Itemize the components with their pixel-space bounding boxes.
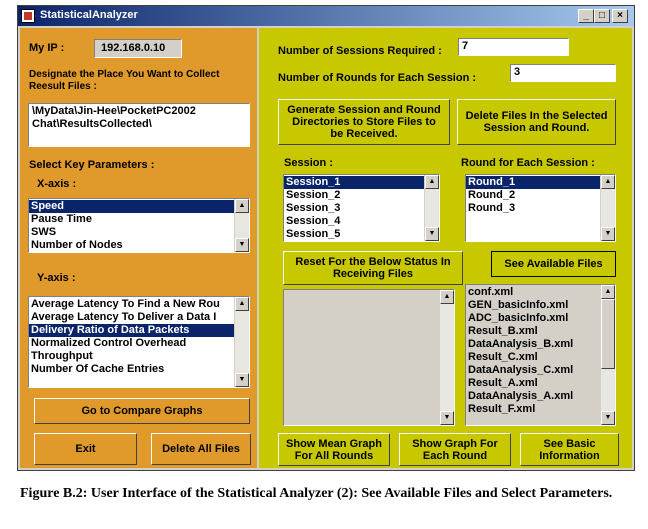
yaxis-list-item[interactable]: Average Latency To Find a New Rou xyxy=(31,298,220,310)
file-list-item[interactable]: DataAnalysis_A.xml xyxy=(468,390,574,402)
session-list-item[interactable]: Session_4 xyxy=(286,215,341,227)
left-panel xyxy=(20,28,257,468)
session-scrollbar[interactable] xyxy=(424,175,439,241)
scroll-up-arrow-icon[interactable]: ▲ xyxy=(440,290,454,304)
yaxis-scrollbar[interactable] xyxy=(234,297,249,387)
app-window xyxy=(17,5,635,471)
file-list-item[interactable]: Result_A.xml xyxy=(468,377,538,389)
close-button[interactable]: × xyxy=(612,9,628,23)
generate-directories-button[interactable]: Generate Session and Round Directories to Store Files to be Received. xyxy=(278,99,450,145)
scroll-up-arrow-icon[interactable]: ▲ xyxy=(601,175,615,189)
xaxis-list-item[interactable]: Number of Nodes xyxy=(31,239,123,251)
see-available-files-button[interactable]: See Available Files xyxy=(491,251,616,277)
see-basic-information-button[interactable]: See Basic Information xyxy=(520,433,619,466)
session-label: Session : xyxy=(284,157,333,169)
scroll-down-arrow-icon[interactable]: ▼ xyxy=(235,238,249,252)
yaxis-listbox[interactable] xyxy=(28,296,250,388)
scroll-up-arrow-icon[interactable]: ▲ xyxy=(235,199,249,213)
available-files-listbox[interactable] xyxy=(465,284,616,426)
file-list-item[interactable]: Result_C.xml xyxy=(468,351,538,363)
delete-selected-files-button[interactable]: Delete Files In the Selected Session and Round. xyxy=(457,99,616,145)
scroll-up-arrow-icon[interactable]: ▲ xyxy=(235,297,249,311)
maximize-button[interactable]: □ xyxy=(594,9,610,23)
yaxis-list-item[interactable]: Normalized Control Overhead xyxy=(31,337,187,349)
delete-all-files-button[interactable]: Delete All Files xyxy=(151,433,251,465)
scroll-down-arrow-icon[interactable]: ▼ xyxy=(601,411,615,425)
yaxis-list-item[interactable]: Average Latency To Deliver a Data I xyxy=(31,311,217,323)
file-list-item[interactable]: Result_F.xml xyxy=(468,403,536,415)
yaxis-list-item[interactable]: Delivery Ratio of Data Packets xyxy=(29,324,249,337)
xaxis-list-item[interactable]: SWS xyxy=(31,226,57,238)
rounds-count-label: Number of Rounds for Each Session : xyxy=(278,72,477,84)
files-scrollbar[interactable] xyxy=(600,285,615,425)
scroll-down-arrow-icon[interactable]: ▼ xyxy=(601,227,615,241)
files-scroll-thumb[interactable] xyxy=(601,299,615,369)
reset-status-button[interactable]: Reset For the Below Status In Receiving Files xyxy=(283,251,463,285)
exit-button[interactable]: Exit xyxy=(34,433,137,465)
receive-status-box[interactable] xyxy=(283,289,455,426)
scroll-up-arrow-icon[interactable]: ▲ xyxy=(601,285,615,299)
app-icon xyxy=(21,9,35,23)
session-list-item[interactable]: Session_3 xyxy=(286,202,341,214)
file-list-item[interactable]: GEN_basicInfo.xml xyxy=(468,299,569,311)
yaxis-label: Y-axis : xyxy=(37,272,76,284)
session-list-item[interactable]: Session_5 xyxy=(286,228,341,240)
xaxis-list-item[interactable]: Pause Time xyxy=(31,213,92,225)
round-list-item[interactable]: Round_1 xyxy=(466,176,615,189)
file-list-item[interactable]: ADC_basicInfo.xml xyxy=(468,312,569,324)
round-list-item[interactable]: Round_3 xyxy=(468,202,516,214)
compare-graphs-button[interactable]: Go to Compare Graphs xyxy=(34,398,250,424)
session-listbox[interactable] xyxy=(283,174,440,242)
scroll-down-arrow-icon[interactable]: ▼ xyxy=(425,227,439,241)
title-bar[interactable] xyxy=(18,6,634,26)
file-list-item[interactable]: Result_B.xml xyxy=(468,325,538,337)
file-list-item[interactable]: DataAnalysis_B.xml xyxy=(468,338,574,350)
scroll-down-arrow-icon[interactable]: ▼ xyxy=(440,411,454,425)
sessions-count-label: Number of Sessions Required : xyxy=(278,45,442,57)
figure-caption: Figure B.2: User Interface of the Statistical Analyzer (2): See Available Files and Select Parameters. xyxy=(20,486,613,501)
xaxis-scrollbar[interactable] xyxy=(234,199,249,252)
session-list-item[interactable]: Session_1 xyxy=(284,176,439,189)
file-list-item[interactable]: DataAnalysis_C.xml xyxy=(468,364,574,376)
xaxis-list-item[interactable]: Speed xyxy=(29,200,249,213)
round-listbox[interactable] xyxy=(465,174,616,242)
status-scrollbar[interactable] xyxy=(439,290,454,425)
yaxis-list-item[interactable]: Number Of Cache Entries xyxy=(31,363,165,375)
right-panel xyxy=(259,28,632,468)
path-field[interactable]: \MyData\Jin-Hee\PocketPC2002 Chat\ResultsCollected\ xyxy=(28,103,250,147)
rounds-count-input[interactable]: 3 xyxy=(510,64,616,82)
select-params-label: Select Key Parameters : xyxy=(29,159,155,171)
sessions-count-input[interactable]: 7 xyxy=(458,38,569,56)
minimize-button[interactable]: _ xyxy=(578,9,594,23)
show-mean-graph-button[interactable]: Show Mean Graph For All Rounds xyxy=(278,433,390,466)
file-list-item[interactable]: conf.xml xyxy=(468,286,514,298)
xaxis-label: X-axis : xyxy=(37,178,77,190)
designate-label: Designate the Place You Want to Collect Reesult Files : xyxy=(29,69,220,92)
ip-field: 192.168.0.10 xyxy=(94,39,182,58)
xaxis-listbox[interactable] xyxy=(28,198,250,253)
show-graph-each-round-button[interactable]: Show Graph For Each Round xyxy=(399,433,511,466)
round-label: Round for Each Session : xyxy=(461,157,595,169)
scroll-down-arrow-icon[interactable]: ▼ xyxy=(235,373,249,387)
round-scrollbar[interactable] xyxy=(600,175,615,241)
session-list-item[interactable]: Session_2 xyxy=(286,189,341,201)
round-list-item[interactable]: Round_2 xyxy=(468,189,516,201)
yaxis-list-item[interactable]: Throughput xyxy=(31,350,93,362)
window-title: StatisticalAnalyzer xyxy=(40,9,138,21)
scroll-up-arrow-icon[interactable]: ▲ xyxy=(425,175,439,189)
ip-label: My IP : xyxy=(29,42,65,54)
